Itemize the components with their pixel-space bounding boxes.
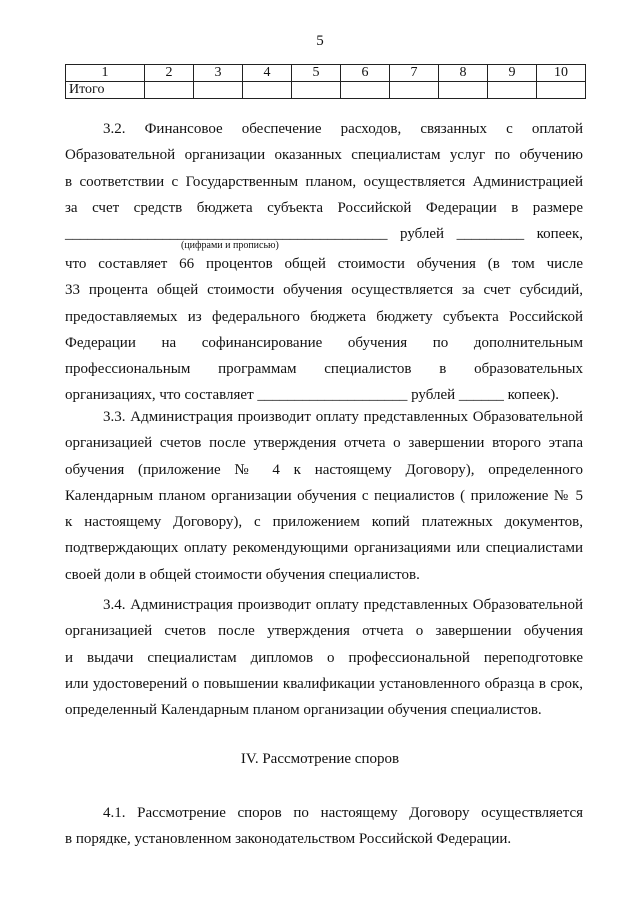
text-line: обучения (приложение № 4 к настоящему Договору), определенного (65, 461, 583, 478)
amount-hint-note: (цифрами и прописью) (181, 240, 279, 251)
text-line: организацией счетов после утверждения отчета о завершении второго этапа (65, 435, 583, 452)
table-header-cell: 9 (488, 65, 537, 82)
table-header-cell: 3 (194, 65, 243, 82)
paragraph-3-4 (65, 592, 583, 723)
table-cell (537, 82, 586, 99)
paragraph-3-3 (65, 404, 583, 588)
text-line: ___________________________________________ рублей _________ копеек, (65, 226, 583, 243)
text-line: организацией счетов после утверждения отчета о завершении обучения (65, 623, 583, 640)
table-cell (439, 82, 488, 99)
text-line: предоставляемых из федерального бюджета бюджету субъекта Российской (65, 308, 583, 325)
table-header-cell: 6 (341, 65, 390, 82)
text-line: подтверждающих оплату рекомендующими организациями или специалистами (65, 540, 583, 557)
table-header-cell: 2 (145, 65, 194, 82)
text-line: что составляет 66 процентов общей стоимости обучения (в том числе (65, 256, 583, 272)
text-line: организациях, что составляет ____________________ рублей ______ копеек). (65, 387, 560, 404)
table-header-cell: 4 (243, 65, 292, 82)
text-line: профессиональным программам специалистов в образовательных (65, 361, 583, 378)
text-line: определенный Календарным планом организации обучения специалистов. (65, 702, 542, 719)
text-line: к настоящему Договору), с приложением копий платежных документов, (65, 514, 583, 531)
table-cell (390, 82, 439, 99)
table-header-cell: 10 (537, 65, 586, 82)
table-header-cell: 8 (439, 65, 488, 82)
page-number: 5 (316, 33, 324, 49)
table-header-cell: 5 (292, 65, 341, 82)
text-line: 3.3. Администрация производит оплату представленных Образовательной (103, 409, 583, 425)
paragraph-3-2-continued (65, 251, 583, 409)
text-line: в соответствии с Государственным планом, осуществляется Администрацией (65, 173, 583, 190)
summary-table (65, 64, 586, 99)
text-line: и выдачи специалистам дипломов о профессиональной переподготовке (65, 649, 583, 666)
totals-label: Итого (66, 82, 145, 99)
paragraph-4-1 (65, 800, 583, 853)
text-line: 4.1. Рассмотрение споров по настоящему Договору осуществляется (103, 805, 583, 821)
paragraph-3-2 (65, 116, 583, 247)
text-line: 3.2. Финансовое обеспечение расходов, связанных с оплатой (103, 121, 583, 137)
table-cell (243, 82, 292, 99)
table-cell (292, 82, 341, 99)
section-heading: IV. Рассмотрение споров (240, 751, 400, 767)
text-line: Образовательной организации оказанных специалистам услуг по обучению (65, 147, 583, 164)
text-line: Календарным планом организации обучения с пециалистов ( приложение № 5 (65, 487, 583, 504)
text-line: в порядке, установленном законодательством Российской Федерации. (65, 831, 512, 848)
table-header-cell: 7 (390, 65, 439, 82)
table-cell (341, 82, 390, 99)
text-line: 3.4. Администрация производит оплату представленных Образовательной (103, 597, 583, 613)
table-header-row (66, 65, 586, 82)
text-line: за счет средств бюджета субъекта Российской Федерации в размере (65, 199, 583, 216)
text-line: своей доли в общей стоимости обучения специалистов. (65, 566, 420, 583)
text-line: или удостоверений о повышении квалификации установленного образца в срок, (65, 675, 583, 692)
text-line: Федерации на софинансирование обучения по дополнительным (65, 334, 583, 351)
table-cell (145, 82, 194, 99)
text-line: 33 процента общей стоимости обучения осуществляется за счет субсидий, (65, 282, 583, 299)
table-cell (194, 82, 243, 99)
table-header-cell: 1 (66, 65, 145, 82)
table-cell (488, 82, 537, 99)
table-totals-row (66, 82, 586, 99)
